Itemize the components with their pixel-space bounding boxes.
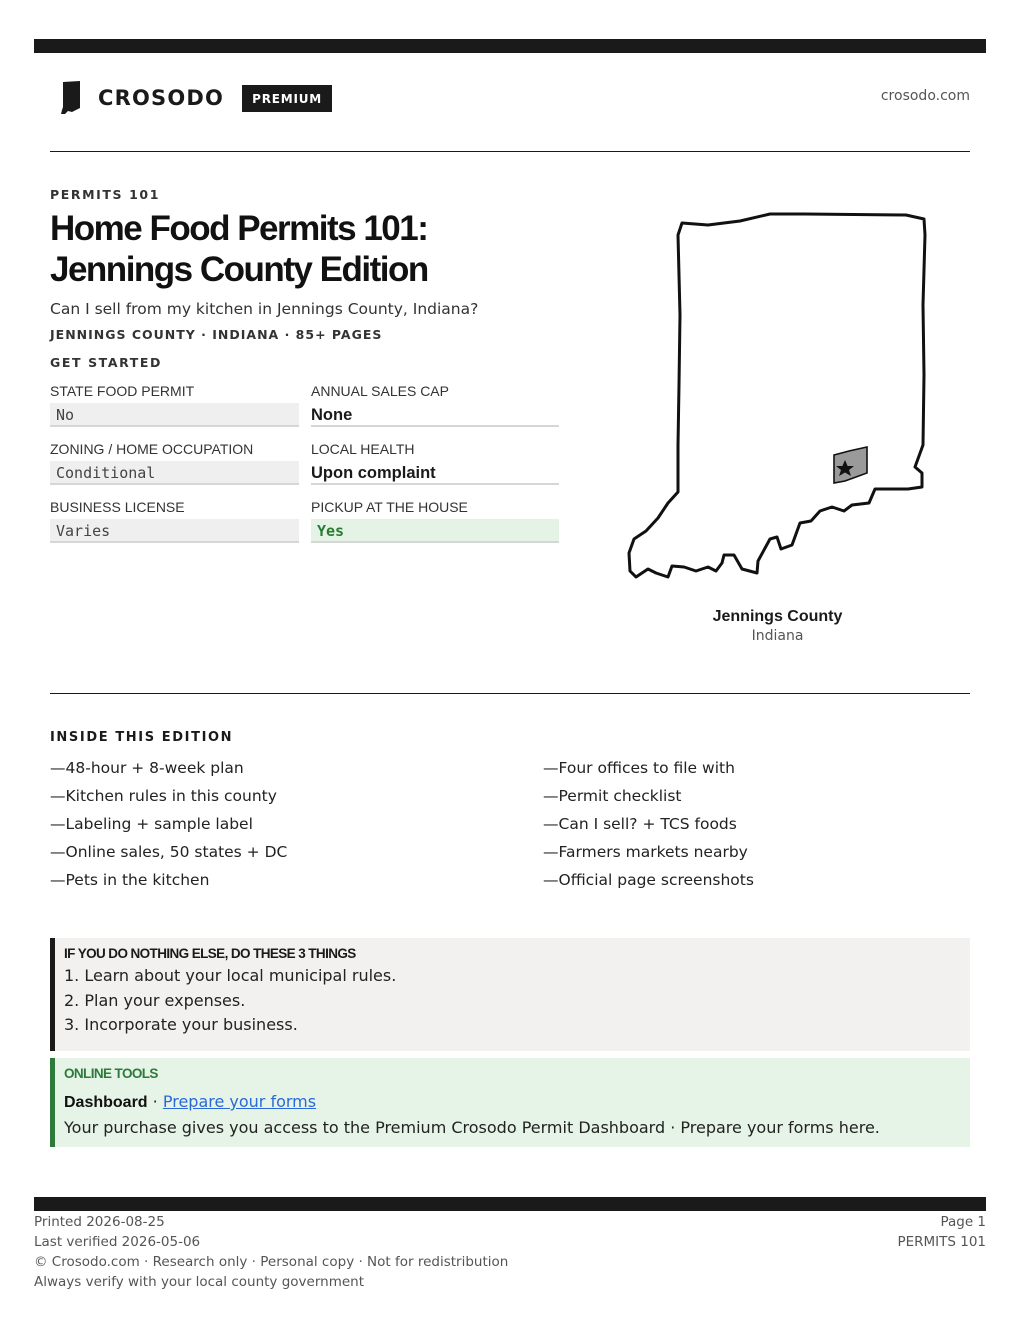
- page-subtitle: Can I sell from my kitchen in Jennings County, Indiana?: [50, 300, 479, 318]
- fact-label: STATE FOOD PERMIT: [50, 383, 195, 399]
- fact-label: PICKUP AT THE HOUSE: [311, 499, 468, 515]
- inside-list-right: [543, 757, 963, 897]
- list-item: —Farmers markets nearby: [543, 843, 748, 861]
- list-item: —48-hour + 8-week plan: [50, 759, 244, 777]
- inside-list-left: [50, 757, 470, 897]
- map-county-name: Jennings County: [712, 608, 843, 625]
- get-started-heading: GET STARTED: [50, 355, 163, 370]
- facts-grid: [50, 382, 559, 543]
- fact-business-license: [50, 498, 299, 543]
- list-item: —Kitchen rules in this county: [50, 787, 277, 805]
- tools-links-line: [64, 1091, 970, 1117]
- fact-zoning: [50, 440, 299, 485]
- online-tools-callout: [50, 1058, 970, 1147]
- top-rule-bar: [34, 39, 986, 53]
- header: [50, 78, 970, 118]
- indiana-outline: [629, 214, 925, 577]
- prepare-forms-link[interactable]: Prepare your forms: [162, 1092, 317, 1111]
- fact-value: Varies: [50, 519, 299, 543]
- list-item: —Official page screenshots: [543, 871, 754, 889]
- footer-section: PERMITS 101: [897, 1234, 986, 1250]
- header-divider: [50, 151, 970, 152]
- state-map: [620, 205, 940, 595]
- brand-name: CROSODO: [98, 86, 225, 110]
- fact-annual-sales-cap: [311, 382, 559, 427]
- callout-title: IF YOU DO NOTHING ELSE, DO THESE 3 THINGS: [64, 946, 356, 961]
- step-item: 1. Learn about your local municipal rules.: [64, 966, 397, 985]
- section-divider: [50, 693, 970, 694]
- fact-label: ANNUAL SALES CAP: [311, 383, 449, 399]
- fact-label: LOCAL HEALTH: [311, 441, 415, 457]
- fact-value: None: [311, 403, 559, 427]
- indiana-map-icon: [620, 205, 940, 595]
- verified-date: Last verified 2026-05-06: [34, 1234, 201, 1250]
- fact-label: ZONING / HOME OCCUPATION: [50, 441, 254, 457]
- section-kicker: PERMITS 101: [50, 187, 160, 202]
- fact-value: Yes: [311, 519, 559, 543]
- fact-local-health: [311, 440, 559, 485]
- indiana-logo-icon: [60, 81, 82, 115]
- callout-title: ONLINE TOOLS: [64, 1066, 158, 1081]
- fact-value: Upon complaint: [311, 461, 559, 485]
- list-item: —Pets in the kitchen: [50, 871, 210, 889]
- step-item: 2. Plan your expenses.: [64, 990, 246, 1010]
- list-item: —Permit checklist: [543, 787, 682, 805]
- tools-description: Your purchase gives you access to the Premium Crosodo Permit Dashboard · Prepare your forms here.: [64, 1118, 880, 1137]
- inside-heading: INSIDE THIS EDITION: [50, 730, 234, 745]
- dashboard-label: Dashboard: [64, 1094, 148, 1111]
- three-things-callout: [50, 938, 970, 1051]
- fact-pickup: [311, 498, 559, 543]
- fact-value: Conditional: [50, 461, 299, 485]
- edition-meta: JENNINGS COUNTY · INDIANA · 85+ PAGES: [50, 327, 383, 342]
- list-item: —Online sales, 50 states + DC: [50, 843, 288, 861]
- fact-label: BUSINESS LICENSE: [50, 499, 185, 515]
- title-line-1: Home Food Permits 101:: [50, 209, 428, 248]
- printed-date: Printed 2026-08-25: [34, 1214, 165, 1230]
- title-line-2: Jennings County Edition: [50, 250, 428, 289]
- step-item: 3. Incorporate your business.: [64, 1015, 298, 1034]
- bottom-rule-bar: [34, 1197, 986, 1211]
- verify-note: Always verify with your local county government: [34, 1274, 364, 1290]
- page-title: [50, 208, 610, 290]
- footer-right: [897, 1212, 986, 1252]
- list-item: —Four offices to file with: [543, 759, 735, 777]
- page-number: Page 1: [940, 1214, 986, 1230]
- map-state-name: Indiana: [751, 628, 804, 644]
- footer-left: [34, 1212, 508, 1292]
- premium-badge: PREMIUM: [242, 85, 332, 112]
- list-item: —Labeling + sample label: [50, 815, 253, 833]
- copyright-notice: © Crosodo.com · Research only · Personal copy · Not for redistribution: [34, 1254, 509, 1270]
- map-caption: [640, 608, 915, 644]
- site-url[interactable]: crosodo.com: [880, 88, 970, 104]
- list-item: —Can I sell? + TCS foods: [543, 815, 737, 833]
- separator: ·: [147, 1092, 163, 1111]
- fact-value: No: [50, 403, 299, 427]
- fact-state-food-permit: [50, 382, 299, 427]
